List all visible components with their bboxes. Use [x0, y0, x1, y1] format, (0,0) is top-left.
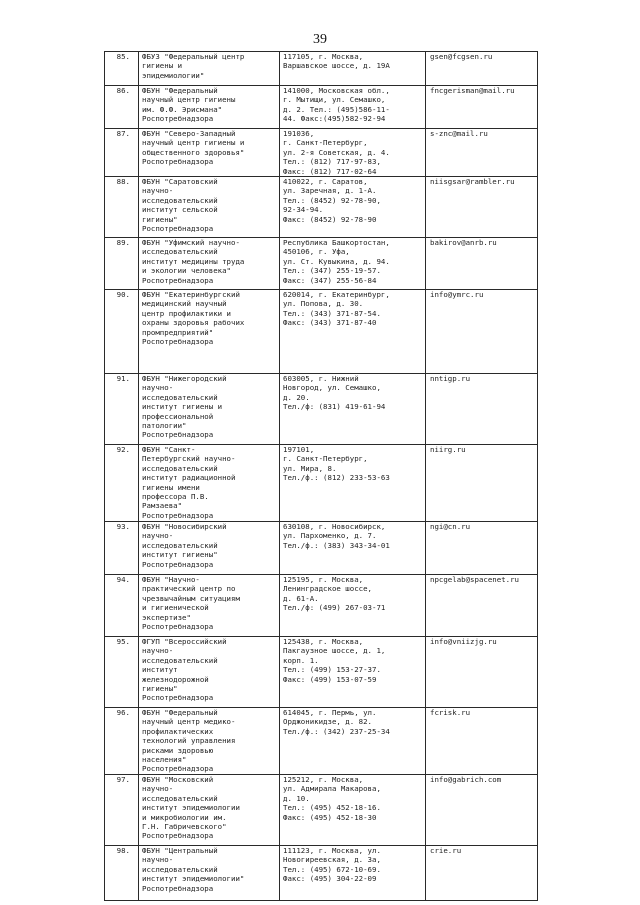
row-number: 92. — [105, 445, 139, 522]
row-number: 91. — [105, 374, 139, 445]
institution-name: ФБУН "Центральный научно- исследовательский институт эпидемиологии" Роспотребнадзора — [139, 845, 280, 900]
row-number: 95. — [105, 637, 139, 708]
row-number: 94. — [105, 575, 139, 637]
institution-email: niisgsar@rambler.ru — [426, 177, 538, 238]
institution-name: ФБУН "Федеральный научный центр гигиены им. Ф.Ф. Эрисмана" Роспотребнадзора — [139, 86, 280, 129]
institution-name: ФБУН "Екатеринбургский медицинский научный центр профилактики и охраны здоровья рабочих промпредприятий" Роспотребнадзора — [139, 290, 280, 374]
institution-address: 197101, г. Санкт-Петербург, ул. Мира, 8. Тел./ф.: (812) 233-53-63 — [280, 445, 426, 522]
institution-name: ФБУН "Новосибирский научно- исследовательский институт гигиены" Роспотребнадзора — [139, 522, 280, 575]
institution-address: 125438, г. Москва, Пакгаузное шоссе, д. 1, корп. 1. Тел.: (499) 153-27-37. Факс: (499) 153-07-59 — [280, 637, 426, 708]
institution-address: 111123, г. Москва, ул. Новогиреевская, д. 3а, Тел.: (495) 672-10-69. Факс: (495) 304-22-09 — [280, 845, 426, 900]
institution-email: crie.ru — [426, 845, 538, 900]
institution-email: info@vniizjg.ru — [426, 637, 538, 708]
institution-name: ФБУН "Нижегородский научно- исследовательский институт гигиены и профессиональной патологии" Роспотребнадзора — [139, 374, 280, 445]
table-row — [105, 637, 538, 708]
institution-name: ФБУН "Санкт- Петербургский научно- исследовательский институт радиационной гигиены имени профессора П.В. Рамзаева" Роспотребнадзора — [139, 445, 280, 522]
institution-address: 141000, Московская обл., г. Мытищи, ул. Семашко, д. 2. Тел.: (495)586-11- 44. Факс:(495)582-92-94 — [280, 86, 426, 129]
table-row — [105, 522, 538, 575]
institutions-table — [104, 51, 538, 901]
row-number: 88. — [105, 177, 139, 238]
institution-address: 117105, г. Москва, Варшавское шоссе, д. 19А — [280, 52, 426, 86]
table-row — [105, 290, 538, 374]
row-number: 97. — [105, 774, 139, 845]
row-number: 90. — [105, 290, 139, 374]
institution-email: nntigp.ru — [426, 374, 538, 445]
institution-name: ФБУН "Уфимский научно- исследовательский институт медицины труда и экологии человека" Роспотребнадзора — [139, 238, 280, 290]
institution-address: 603005, г. Нижний Новгород, ул. Семашко, д. 20. Тел./ф: (831) 419-61-94 — [280, 374, 426, 445]
institution-address: 125212, г. Москва, ул. Адмирала Макарова, д. 10. Тел.: (495) 452-18-16. Факс: (495) 452-18-30 — [280, 774, 426, 845]
institution-email: fcrisk.ru — [426, 708, 538, 775]
institution-address: 630108, г. Новосибирск, ул. Пархоменко, д. 7. Тел./ф.: (383) 343-34-01 — [280, 522, 426, 575]
institution-name: ФБУН "Северо-Западный научный центр гигиены и общественного здоровья" Роспотребнадзора — [139, 129, 280, 177]
row-number: 85. — [105, 52, 139, 86]
table-row — [105, 52, 538, 86]
table-row — [105, 708, 538, 775]
institution-email: niirg.ru — [426, 445, 538, 522]
institution-email: gsen@fcgsen.ru — [426, 52, 538, 86]
row-number: 89. — [105, 238, 139, 290]
institution-name: ФБУН "Московский научно- исследовательский институт эпидемиологии и микробиологии им. Г.Н. Габричевского" Роспотребнадзора — [139, 774, 280, 845]
row-number: 96. — [105, 708, 139, 775]
table-row — [105, 575, 538, 637]
institution-address: 410022, г. Саратов, ул. Заречная, д. 1-А. Тел.: (8452) 92-78-90, 92-34-94. Факс: (8452) 92-78-90 — [280, 177, 426, 238]
institution-name: ФБУН "Саратовский научно- исследовательский институт сельской гигиены" Роспотребнадзора — [139, 177, 280, 238]
institution-email: bakirov@anrb.ru — [426, 238, 538, 290]
institution-email: s-znc@mail.ru — [426, 129, 538, 177]
institution-email: fncgerisman@mail.ru — [426, 86, 538, 129]
institution-address: Республика Башкортостан, 450106, г. Уфа, ул. Ст. Кувыкина, д. 94. Тел.: (347) 255-19-57. Факс: (347) 255-56-84 — [280, 238, 426, 290]
row-number: 87. — [105, 129, 139, 177]
institution-address: 191036, г. Санкт-Петербург, ул. 2-я Советская, д. 4. Тел.: (812) 717-97-83, Факс: (812) 717-02-64 — [280, 129, 426, 177]
institution-email: info@gabrich.com — [426, 774, 538, 845]
institution-name: ФБУН "Федеральный научный центр медико- профилактических технологий управления рисками здоровью населения" Роспотребнадзора — [139, 708, 280, 775]
table-row — [105, 86, 538, 129]
row-number: 98. — [105, 845, 139, 900]
institution-address: 620014, г. Екатеринбург, ул. Попова, д. 30. Тел.: (343) 371-87-54. Факс: (343) 371-87-40 — [280, 290, 426, 374]
institution-address: 614045, г. Пермь, ул. Орджоникидзе, д. 82. Тел./ф.: (342) 237-25-34 — [280, 708, 426, 775]
page-number: 39 — [313, 32, 327, 47]
institution-address: 125195, г. Москва, Ленинградское шоссе, д. 61-А. Тел./ф: (499) 267-03-71 — [280, 575, 426, 637]
row-number: 93. — [105, 522, 139, 575]
table-row — [105, 445, 538, 522]
table-row — [105, 374, 538, 445]
table-row — [105, 238, 538, 290]
institution-name: ФБУЗ "Федеральный центр гигиены и эпидемиологии" — [139, 52, 280, 86]
institution-name: ФБУН "Научно- практический центр по чрезвычайным ситуациям и гигиенической экспертизе" Роспотребнадзора — [139, 575, 280, 637]
institution-email: ngi@cn.ru — [426, 522, 538, 575]
institution-email: npcgelab@spacenet.ru — [426, 575, 538, 637]
table-row — [105, 177, 538, 238]
table-row — [105, 774, 538, 845]
table-row — [105, 129, 538, 177]
institution-email: info@ymrc.ru — [426, 290, 538, 374]
institution-name: ФГУП "Всероссийский научно- исследовательский институт железнодорожной гигиены" Роспотребнадзора — [139, 637, 280, 708]
row-number: 86. — [105, 86, 139, 129]
table-row — [105, 845, 538, 900]
